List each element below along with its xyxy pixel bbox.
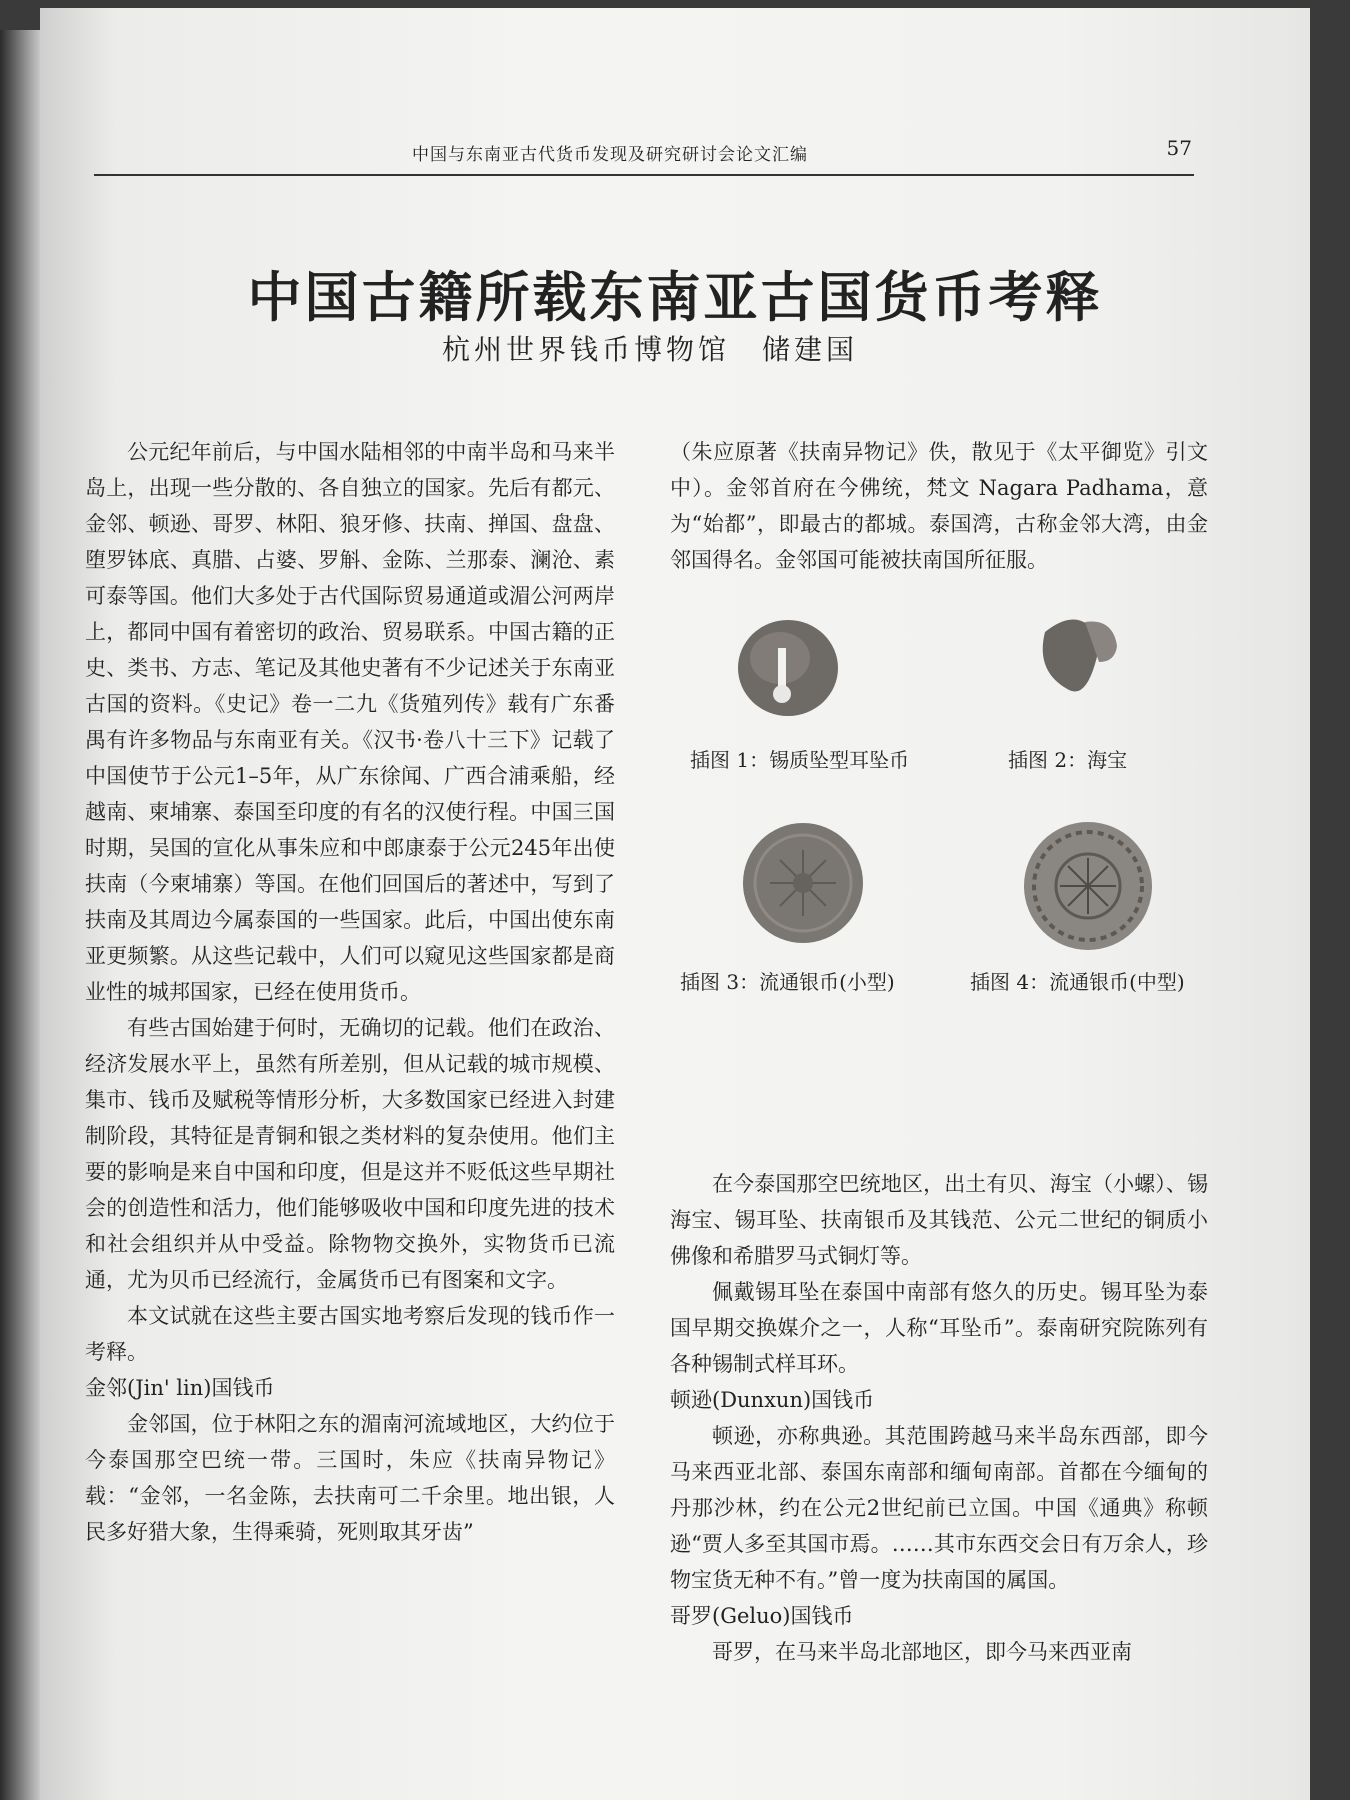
running-header: [92, 136, 1192, 176]
earring-coin-image: [730, 608, 850, 728]
cowrie-image: [1025, 602, 1135, 712]
figure-caption: 插图 3：流通银币(小型): [680, 970, 895, 994]
article-title: 中国古籍所载东南亚古国货币考释: [247, 265, 1103, 329]
page-number: 57: [1166, 136, 1192, 160]
figure-grid: [670, 588, 1208, 1166]
header-rule: [94, 174, 1194, 176]
figure-caption: 插图 2：海宝: [1008, 748, 1128, 772]
paragraph: 本文试就在这些主要古国实地考察后发现的钱币作一考释。: [85, 1304, 615, 1364]
small-silver-coin-image: [740, 820, 866, 946]
running-title: 中国与东南亚古代货币发现及研究研讨会论文汇编: [412, 145, 808, 165]
left-column: [85, 434, 615, 1550]
paragraph: 顿逊，亦称典逊。其范围跨越马来半岛东西部，即今马来西亚北部、泰国东南部和缅甸南部。首都在今缅甸的丹那沙林，约在公元2世纪前已立国。中国《通典》称顿逊“贾人多至其国市焉。……其市东西交会日有万余人，珍物宝货无种不有。”曾一度为扶南国的属国。: [670, 1424, 1208, 1592]
paragraph: 佩戴锡耳坠在泰国中南部有悠久的历史。锡耳坠为泰国早期交换媒介之一，人称“耳坠币”。泰南研究院陈列有各种锡制式样耳环。: [670, 1280, 1208, 1376]
section-heading: 顿逊(Dunxun)国钱币: [670, 1388, 875, 1412]
paragraph: 哥罗，在马来半岛北部地区，即今马来西亚南: [712, 1640, 1132, 1664]
figure-caption: 插图 1：锡质坠型耳坠币: [690, 748, 910, 772]
paragraph: 在今泰国那空巴统地区，出土有贝、海宝（小螺）、锡海宝、锡耳坠、扶南银币及其钱范、公元二世纪的铜质小佛像和希腊罗马式铜灯等。: [670, 1172, 1208, 1268]
paragraph: 金邻国，位于林阳之东的湄南河流域地区，大约位于今泰国那空巴统一带。三国时，朱应《扶南异物记》载：“金邻，一名金陈，去扶南可二千余里。地出银，人民多好猎大象，生得乘骑，死则取其牙齿”: [85, 1412, 615, 1544]
figure-caption: 插图 4：流通银币(中型): [970, 970, 1185, 994]
medium-silver-coin-image: [1020, 818, 1156, 954]
article-author: 杭州世界钱币博物馆 储建国: [441, 333, 858, 366]
section-heading: 金邻(Jin' lin)国钱币: [85, 1376, 275, 1400]
paragraph: （朱应原著《扶南异物记》佚，散见于《太平御览》引文中）。金邻首府在今佛统，梵文 Nagara Padhama，意为“始都”，即最古的都城。泰国湾，古称金邻大湾，由金邻国得名。金邻国可能被扶南国所征服。: [670, 440, 1208, 572]
right-column: [670, 434, 1208, 1670]
paragraph: 公元纪年前后，与中国水陆相邻的中南半岛和马来半岛上，出现一些分散的、各自独立的国家。先后有都元、金邻、顿逊、哥罗、林阳、狼牙修、扶南、掸国、盘盘、堕罗钵底、真腊、占婆、罗斛、金陈、兰那泰、澜沧、素可泰等国。他们大多处于古代国际贸易通道或湄公河两岸上，都同中国有着密切的政治、贸易联系。中国古籍的正史、类书、方志、笔记及其他史著有不少记述关于东南亚古国的资料。《史记》卷一二九《货殖列传》载有广东番禺有许多物品与东南亚有关。《汉书·卷八十三下》记载了中国使节于公元1–5年，从广东徐闻、广西合浦乘船，经越南、柬埔寨、泰国至印度的有名的汉使行程。中国三国时期，吴国的宣化从事朱应和中郎康泰于公元245年出使扶南（今柬埔寨）等国。在他们回国后的著述中，写到了扶南及其周边今属泰国的一些国家。此后，中国出使东南亚更频繁。从这些记载中，人们可以窥见这些国家都是商业性的城邦国家，已经在使用货币。: [85, 440, 615, 1004]
paragraph: 有些古国始建于何时，无确切的记载。他们在政治、经济发展水平上，虽然有所差别，但从记载的城市规模、集市、钱币及赋税等情形分析，大多数国家已经进入封建制阶段，其特征是青铜和银之类材料的复杂使用。他们主要的影响是来自中国和印度，但是这并不贬低这些早期社会的创造性和活力，他们能够吸收中国和印度先进的技术和社会组织并从中受益。除物物交换外，实物货币已流通，尤为贝币已经流行，金属货币已有图案和文字。: [85, 1016, 615, 1292]
section-heading: 哥罗(Geluo)国钱币: [670, 1604, 854, 1628]
